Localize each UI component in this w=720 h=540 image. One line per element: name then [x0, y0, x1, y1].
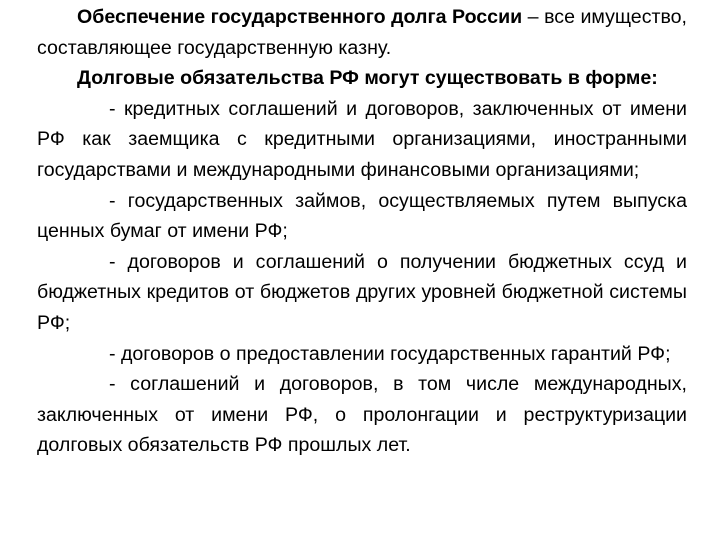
slide-text-block: [37, 0, 687, 461]
form-item-restructuring: - соглашений и договоров, в том числе международных, заключенных от имени РФ, о пролонгации и реструктуризации долговых обязательств РФ прошлых лет.: [37, 373, 687, 457]
form-item-budget-loans: - договоров и соглашений о получении бюджетных ссуд и бюджетных кредитов от бюджетов других уровней бюджетной системы РФ;: [37, 250, 687, 334]
definition-text: – все имущество, составляющее государственную казну.: [37, 6, 687, 59]
forms-heading: Долговые обязательства РФ могут существовать в форме:: [77, 67, 658, 90]
definition-paragraph: [37, 0, 687, 63]
definition-term: Обеспечение государственного долга России: [77, 6, 523, 28]
form-item-credit-agreements: - кредитных соглашений и договоров, заключенных от имени РФ как заемщика с кредитными организациями, иностранными государствами и международными финансовыми организациями;: [37, 97, 687, 181]
form-item-state-guarantees: - договоров о предоставлении государственных гарантий РФ;: [109, 342, 671, 365]
form-item-state-loans: - государственных займов, осуществляемых путем выпуска ценных бумаг от имени РФ;: [37, 189, 687, 243]
